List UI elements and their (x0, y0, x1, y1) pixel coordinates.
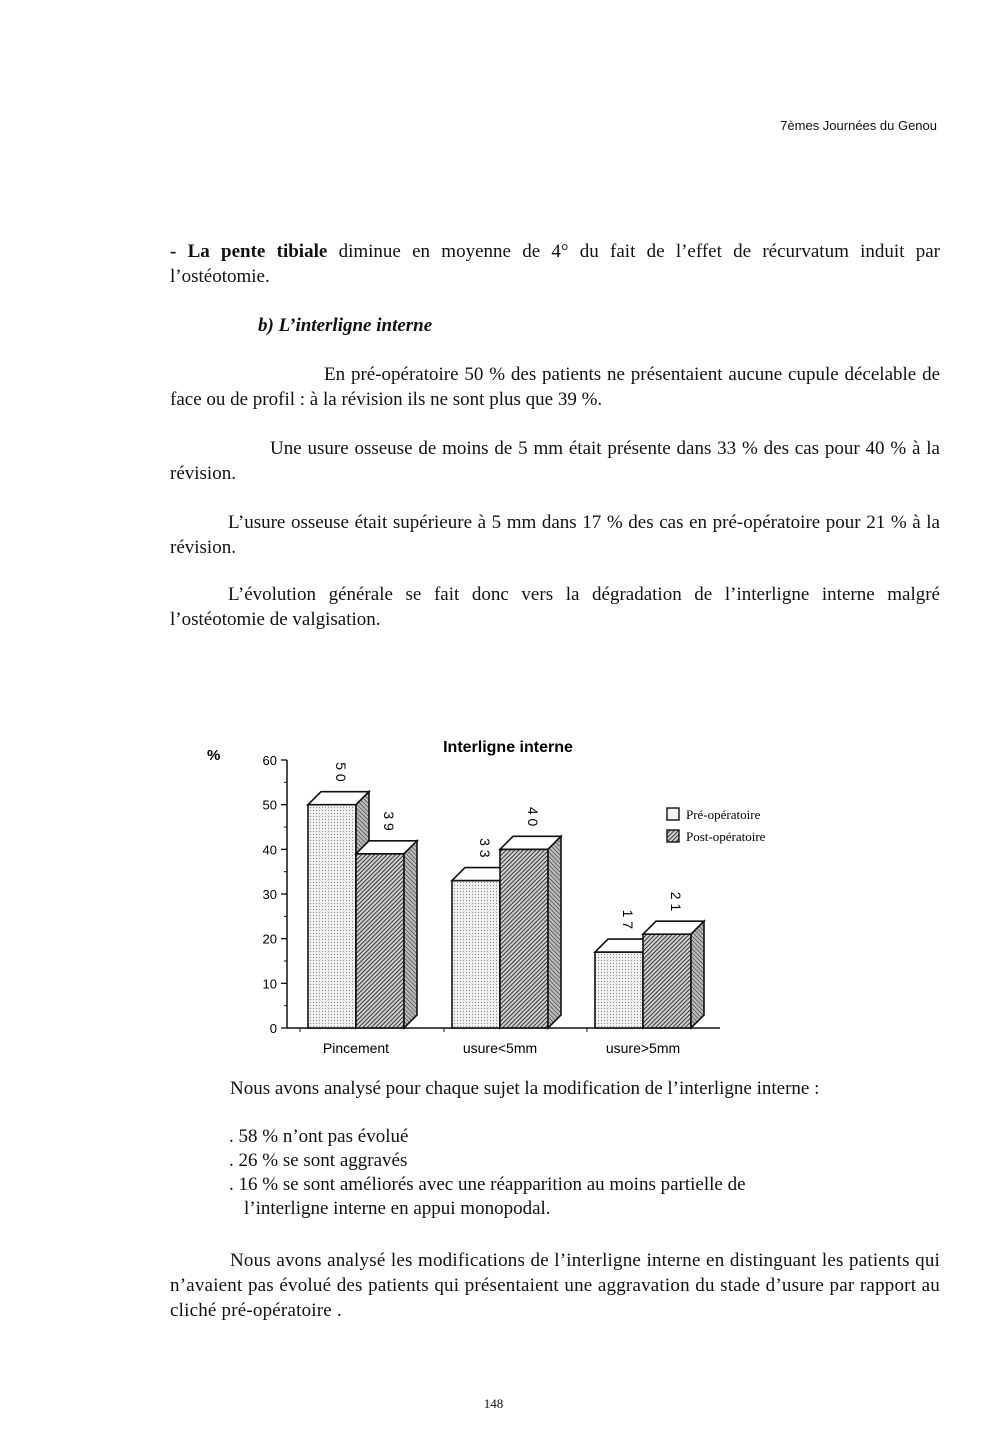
bar-chart-svg (195, 728, 815, 1068)
y-tick-label: 50 (262, 797, 277, 813)
data-label: 2 1 (668, 891, 684, 912)
paragraph-evolution: L’évolution générale se fait donc vers la dégradation de l’interligne interne malgré l’ostéotomie de valgisation. (170, 584, 940, 630)
page-number: 148 (483, 1396, 504, 1411)
paragraph-modifications: Nous avons analysé les modifications de l’interligne interne en distinguant les patients qui n’avaient pas évolué des patients qui présentaient une aggravation du stade d’usure par rapport au cliché pré-opératoire . (170, 1250, 940, 1321)
data-label: 4 0 (525, 806, 541, 827)
y-tick-label: 20 (262, 931, 277, 947)
running-header: 7èmes Journées du Genou (780, 118, 937, 133)
section-subheading: b) L’interligne interne (258, 315, 433, 336)
data-label: 3 9 (381, 811, 397, 831)
legend-label: Pré-opératoire (686, 807, 761, 822)
bold-lead: - La pente tibiale (170, 241, 328, 262)
paragraph-usure-moins-5mm: Une usure osseuse de moins de 5 mm était présente dans 33 % des cas pour 40 % à la révision. (170, 438, 940, 484)
bar (500, 849, 548, 1028)
data-label: 1 7 (620, 909, 636, 930)
x-tick-label: usure>5mm (605, 1040, 681, 1056)
legend-swatch (667, 830, 679, 842)
bar-side-face (691, 921, 704, 1028)
legend-label: Post-opératoire (686, 829, 766, 844)
y-tick-label: 30 (262, 887, 277, 902)
list-item-continuation: l’interligne interne en appui monopodal. (244, 1198, 551, 1219)
chart-title: Interligne interne (443, 739, 573, 756)
y-tick-label: 10 (262, 976, 277, 992)
legend-swatch (667, 808, 679, 820)
y-tick-label: 60 (262, 753, 277, 768)
bar-side-face (548, 836, 561, 1028)
paragraph-text: diminue en moyenne de 4° du fait de l’effet de récurvatum induit par l’ostéotomie. (170, 241, 940, 287)
bar (595, 952, 643, 1028)
paragraph-usure-plus-5mm: L’usure osseuse était supérieure à 5 mm dans 17 % des cas en pré-opératoire pour 21 % à la révision. (170, 512, 940, 558)
x-tick-label: Pincement (322, 1040, 390, 1056)
data-label: 3 3 (477, 838, 493, 858)
chart-interligne-interne (195, 728, 815, 1068)
paragraph-analyse-sujet: Nous avons analysé pour chaque sujet la modification de l’interligne interne : (230, 1078, 820, 1099)
list-item: . 16 % se sont améliorés avec une réapparition au moins partielle de (229, 1174, 746, 1195)
bar-side-face (404, 841, 417, 1028)
data-label: 5 0 (333, 762, 349, 782)
y-tick-label: 0 (269, 1021, 277, 1036)
y-tick-label: 40 (262, 842, 277, 858)
bar (308, 805, 356, 1028)
list-item: . 58 % n’ont pas évolué (229, 1126, 409, 1147)
paragraph-cupule: En pré-opératoire 50 % des patients ne présentaient aucune cupule décelable de face ou de profil : à la révision ils ne sont plus que 39 %. (170, 364, 940, 410)
bar (643, 934, 691, 1028)
bar (356, 854, 404, 1028)
y-axis-label: % (207, 747, 221, 764)
list-item: . 26 % se sont aggravés (229, 1150, 408, 1171)
paragraph-pente-tibiale (170, 239, 940, 289)
bar (452, 881, 500, 1028)
x-tick-label: usure<5mm (462, 1040, 538, 1056)
result-list (229, 1125, 940, 1221)
